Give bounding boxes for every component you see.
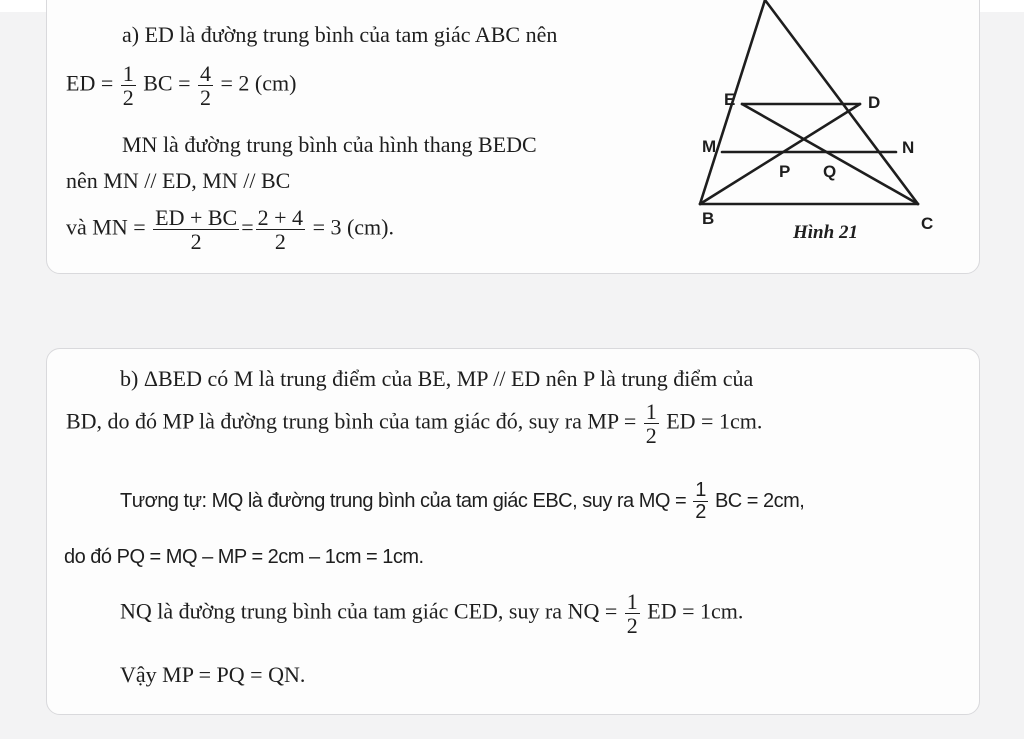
ed-bc: BC = (143, 70, 191, 96)
label-p: P (779, 162, 791, 181)
label-d: D (868, 93, 881, 112)
segment-ec (742, 104, 918, 204)
fraction-denominator: 2 (274, 229, 286, 255)
fraction-denominator: 2 (626, 613, 638, 639)
equals-sign: = (241, 214, 254, 240)
segment-db (700, 104, 860, 204)
nq-end: ED = 1cm. (647, 598, 744, 624)
fraction-numerator: 1 (695, 479, 706, 501)
ed-prefix: ED = (66, 70, 114, 96)
fraction-numerator: 4 (200, 61, 211, 86)
label-m: M (702, 137, 717, 156)
mn-result: = 3 (cm). (312, 214, 394, 240)
fraction-numerator: 1 (645, 399, 657, 424)
fraction-numerator: 2 + 4 (257, 205, 304, 230)
part-b-line6: Vậy MP = PQ = QN. (120, 662, 306, 687)
part-b-line5 (120, 590, 743, 637)
part-b-line2 (66, 400, 762, 447)
fraction-denominator: 2 (200, 85, 211, 111)
mp-end: ED = 1cm. (666, 408, 763, 434)
fraction-numerator: ED + BC (155, 205, 238, 230)
part-a-mn-formula (66, 206, 394, 253)
fraction-one-half (693, 480, 708, 523)
fraction-denominator: 2 (695, 501, 706, 523)
ed-result: = 2 (cm) (220, 70, 297, 96)
mn-prefix: và MN = (66, 214, 146, 240)
mq-text: Tương tự: MQ là đường trung bình của tam giác EBC, suy ra MQ = (120, 489, 687, 512)
fraction-denominator: 2 (645, 423, 657, 449)
triangle-figure (690, 0, 970, 250)
part-b-line4: do đó PQ = MQ – MP = 2cm – 1cm = 1cm. (64, 546, 424, 568)
part-b-line3 (120, 480, 804, 523)
part-b-line1: b) ΔBED có M là trung điểm của BE, MP // ED nên P là trung điểm của (120, 366, 754, 391)
fraction-one-half (644, 400, 659, 447)
fraction-one-half (121, 62, 136, 109)
fraction-ed-plus-bc (153, 206, 239, 253)
label-e: E (724, 90, 736, 109)
fraction-denominator: 2 (122, 85, 134, 111)
nq-text: NQ là đường trung bình của tam giác CED, suy ra NQ = (120, 598, 618, 624)
label-q: Q (823, 162, 837, 181)
mq-end: BC = 2cm, (714, 489, 805, 512)
part-a-ed-formula (66, 62, 296, 109)
part-a-line1: a) ED là đường trung bình của tam giác ABC nên (122, 22, 558, 47)
fraction-one-half (625, 590, 640, 637)
label-c: C (921, 214, 934, 233)
part-a-line4: nên MN // ED, MN // BC (66, 168, 291, 193)
mp-text: BD, do đó MP là đường trung bình của tam giác đó, suy ra MP = (66, 408, 637, 434)
part-a-line3: MN là đường trung bình của hình thang BEDC (122, 132, 537, 157)
label-b: B (702, 209, 715, 228)
label-n: N (902, 138, 915, 157)
figure-caption: Hình 21 (793, 222, 858, 243)
fraction-sum (256, 206, 305, 253)
fraction-numerator: 1 (122, 61, 134, 86)
fraction-four-halves (198, 62, 213, 109)
fraction-denominator: 2 (190, 229, 202, 255)
fraction-numerator: 1 (626, 589, 638, 614)
